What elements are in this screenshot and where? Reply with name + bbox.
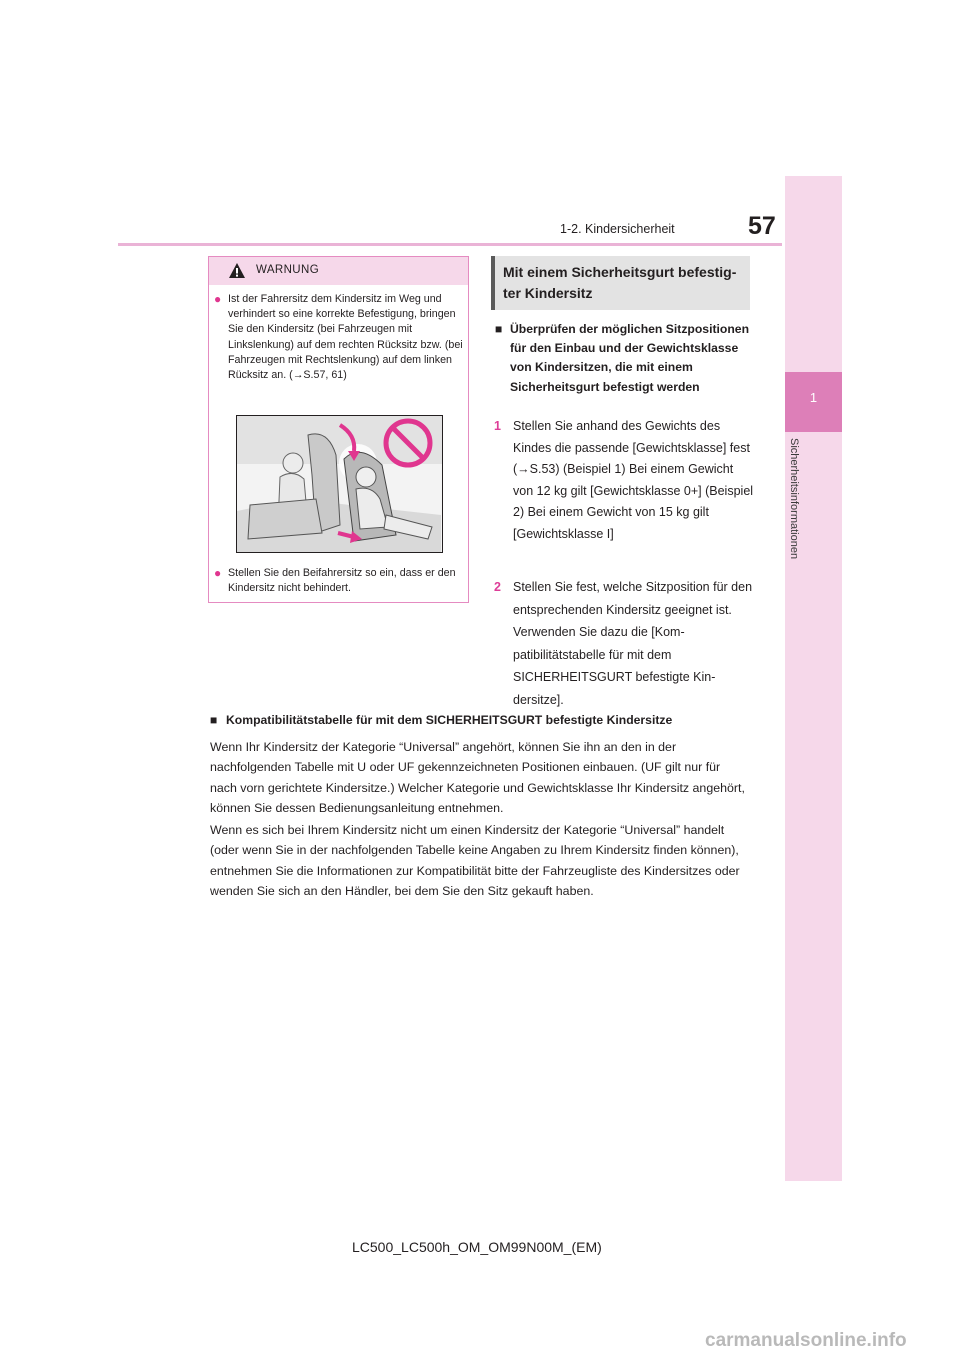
page-number: 57 xyxy=(748,212,776,240)
watermark: carmanualsonline.info xyxy=(705,1330,907,1351)
section-heading: Mit einem Sicherheitsgurt befestigter Kindersitz xyxy=(503,264,737,301)
warning-bullet-1-text: Ist der Fahrersitz dem Kindersitz im Weg und verhindert so eine korrekte Befestigung, bringen Sie den Kindersitz (bei Fahrzeugen mit Linkslenkung) auf dem rechten Rücksitz bzw. (bei Fahrzeugen mit Rechtslenkung) auf dem linken Rücksitz an. (→S.57, 61) xyxy=(228,293,463,382)
warning-bullet-1 xyxy=(214,292,464,383)
document-code: LC500_LC500h_OM_OM99N00M_(EM) xyxy=(352,1239,602,1255)
step-2-number: 2 xyxy=(494,580,501,594)
step-1-text: Stellen Sie anhand des Gewichts des Kindes die passende [Gewichtsklasse] fest (→S.53) (Beispiel 1) Bei einem Gewicht von 12 kg gilt [Gewichtsklasse 0+] (Beispiel 2) Bei einem Gewicht von 15 kg gilt [Gewichtsklasse I] xyxy=(513,419,754,541)
step-2-text: Stellen Sie fest, welche Sitzposition für den entsprechenden Kindersitz geeignet ist. Verwenden Sie dazu die [Kompatibilitätstabelle für mit dem SICHERHEITSGURT befestigte Kindersitze]. xyxy=(513,580,753,707)
paragraph-universal: Wenn Ihr Kindersitz der Kategorie “Universal” angehört, können Sie ihn an den in der nachfolgenden Tabelle mit U oder UF gekennzeichneten Positionen einbauen. (UF gilt nur für nach vorn gerichtete Kindersitze.) Welcher Kategorie und Gewichtsklasse Ihr Kindersitz angehört, können Sie dessen Bedienungsanleitung entnehmen. xyxy=(210,740,745,816)
chapter-label: Sicherheitsinformationen xyxy=(788,438,800,560)
step-2 xyxy=(494,576,754,711)
child-seat-illustration xyxy=(236,415,443,553)
table-heading xyxy=(210,713,770,727)
bullet-icon: ● xyxy=(214,566,222,580)
step-1 xyxy=(494,416,754,546)
square-bullet-icon: ■ xyxy=(210,713,218,727)
table-heading-text: Kompatibilitätstabelle für mit dem SICHERHEITSGURT befestigte Kindersitze xyxy=(226,713,673,727)
section-title: 1-2. Kindersicherheit xyxy=(560,222,675,236)
chapter-number: 1 xyxy=(809,390,818,405)
warning-bullet-2-text: Stellen Sie den Beifahrersitz so ein, dass er den Kindersitz nicht behindert. xyxy=(228,567,456,595)
bullet-icon: ● xyxy=(214,292,222,306)
warning-title: WARNUNG xyxy=(256,264,320,276)
warning-header xyxy=(209,257,468,285)
header-divider xyxy=(118,243,782,246)
warning-triangle-icon xyxy=(228,262,246,279)
subheading xyxy=(495,320,755,397)
subheading-text: Überprüfen der möglichen Sitzpositionen für den Einbau und der Gewichtsklasse von Kindersitzen, die mit einem Sicherheitsgurt befestigt werden xyxy=(510,322,750,394)
paragraph-non-universal: Wenn es sich bei Ihrem Kindersitz nicht um einen Kindersitz der Kategorie “Universal” handelt (oder wenn Sie in der nachfolgenden Tabelle keine Angaben zu Ihrem Kindersitz finden können), entnehmen Sie die Informationen zur Kompatibilität bitte der Fahrzeugliste des Kindersitzes oder wenden Sie sich an den Händler, bei dem Sie den Sitz gekauft haben. xyxy=(210,823,740,899)
square-bullet-icon: ■ xyxy=(495,322,503,336)
chapter-sidebar xyxy=(785,176,842,1181)
step-1-number: 1 xyxy=(494,419,501,433)
warning-bullet-2 xyxy=(214,566,464,596)
section-heading-bar xyxy=(491,256,495,310)
